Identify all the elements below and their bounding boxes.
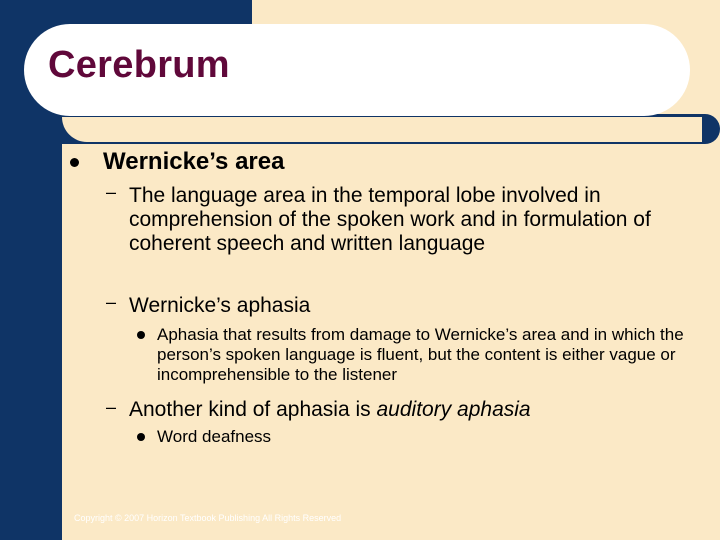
sub-bullet-definition: The language area in the temporal lobe involved in comprehension of the spoken work and in formulation of coherent speech and written language [129, 184, 651, 255]
bullet-wernickes-area: Wernicke’s area [103, 148, 285, 175]
aphasia-description: Aphasia that results from damage to Wernicke’s area and in which the person’s spoken language is fluent, but the content is either vague or incomprehensible to the listener [157, 325, 684, 384]
dash-marker: – [106, 397, 117, 417]
copyright-footer: Copyright © 2007 Horizon Textbook Publishing All Rights Reserved [74, 513, 342, 523]
sub-bullet-wernickes-aphasia: Wernicke’s aphasia [129, 294, 311, 317]
sub-bullet-auditory-aphasia [129, 398, 531, 422]
bullet-dot [137, 433, 145, 441]
word-deafness: Word deafness [157, 427, 272, 446]
bullet-dot [70, 158, 79, 167]
auditory-aphasia-term: auditory aphasia [376, 398, 531, 421]
dash-marker: – [106, 292, 117, 312]
separator-inner-cutout [62, 117, 702, 142]
bullet-dot [137, 331, 145, 339]
auditory-aphasia-prefix: Another kind of aphasia is [129, 398, 377, 421]
slide-title: Cerebrum [48, 44, 230, 86]
dash-marker: – [106, 182, 117, 202]
